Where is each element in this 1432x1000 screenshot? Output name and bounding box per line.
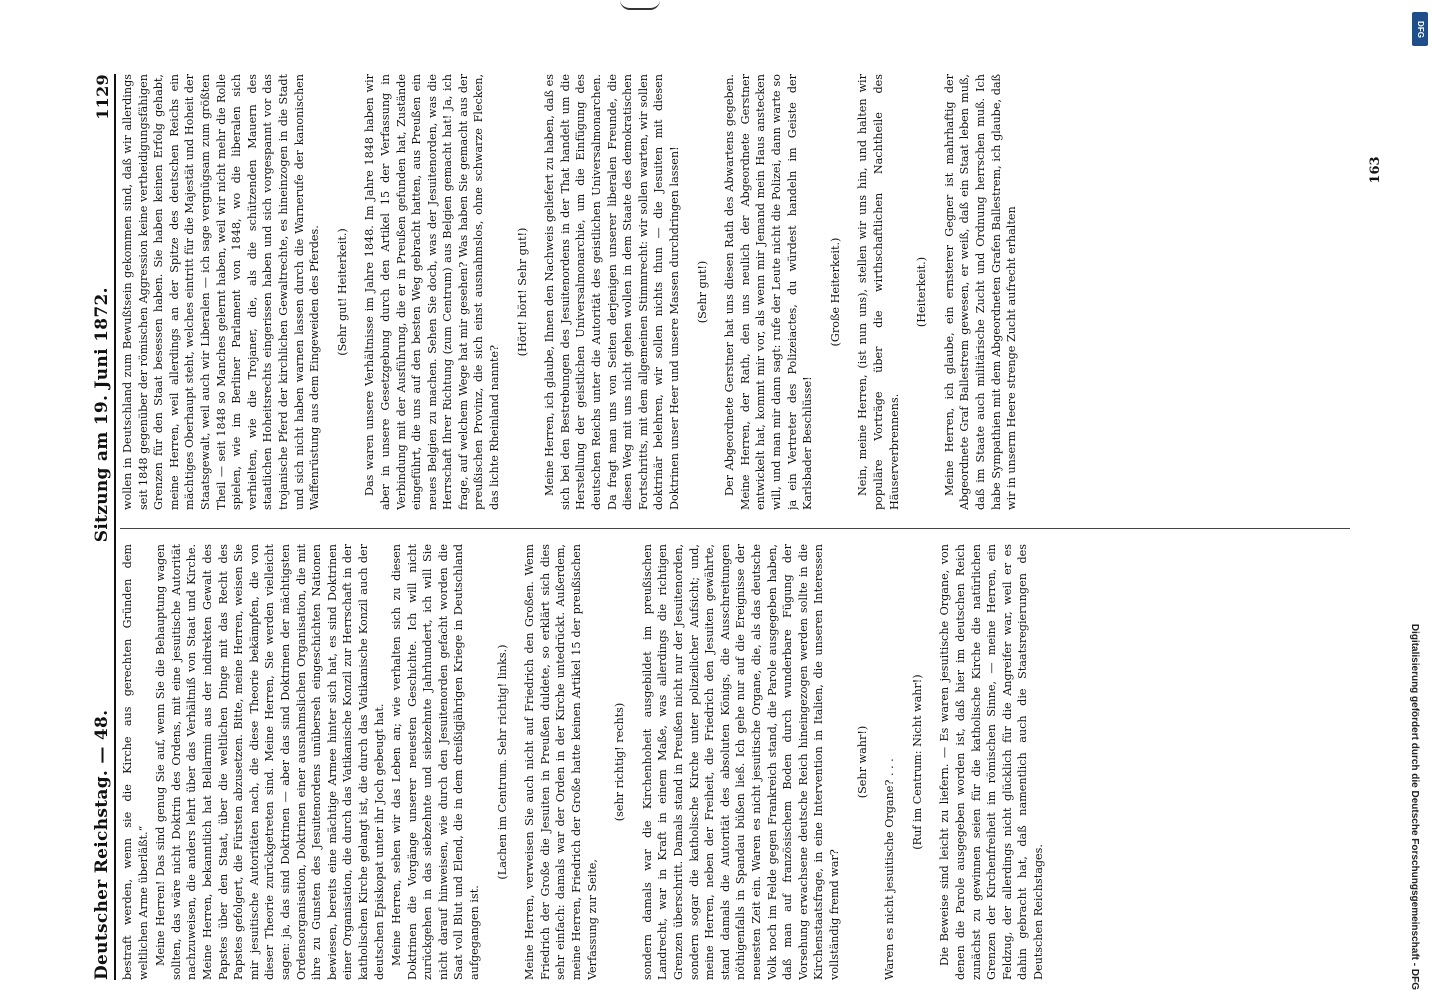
dfg-logo [1412, 12, 1428, 46]
page-header [88, 74, 112, 980]
paragraph: Meine Herren, ich glaube, ein ernsterer Gegner ist mahrhaftig der Abgeordnete Graf Ballestrem gewesen, er weiß, daß ein Staat leben muß, daß im Staate auch militärische Zucht und Ordnung herrschen muß. Ich habe Sympathien mit dem Abgeordneten Grafen Ballestrem, ich glaube, daß wir in unserm Heere strenge Zucht aufrecht erhalten [942, 74, 1019, 510]
paragraph: Meine Herren, ich glaube, Ihnen den Nachweis geliefert zu haben, daß es sich bei den Bestrebungen des Jesuitenordens in der That handelt um die Herstellung der geistlichen Universalmonarchie, um die Einfügung des deutschen Reichs unter die Autorität des geistlichen Universalmonarchen. Da fragt man uns von Seiten derjenigen unserer liberalen Freunde, die diesen Weg mit uns nicht gehen wollen in dem Staate des demokratischen Fortschritts, mit dem allgemeinen Stimmrecht: wir sollen warten, wir sollen doktrinär belehren, wir sollen nichts thun — die Jesuiten mit diesen Doktrinen unser Heer und unsere Massen durchdringen lassen! [543, 74, 681, 510]
paragraph: Der Abgeordnete Gerstner hat uns diesen Rath des Abwartens gegeben. Meine Herren, der Rath, den uns neulich der Abgeordnete Gerstner entwickelt hat, kommt mir vor, als wenn mir Jemand mein Haus anstecken will, und man mir dann sagt: rufe der Leute nicht die Polizei, dann warte so ja ein Vertreter des Polizeiactes, du würdest handeln im Geiste der Karlsbader Beschlüsse! [723, 74, 815, 510]
paragraph: Die Beweise sind leicht zu liefern. — Es waren jesuitische Organe, von denen die Parole ausgegeben worden ist, daß hier im deutschen Reich zunächst zu gewinnen seien für die katholische Kirche die natürlichen Grenzen der Kirchenfreiheit im römischen Sinne, — meine Herren, ein Feldzug, der allerdings nicht glücklich für die Angreifer war, weil er es dahin gebracht hat, daß namentlich auch die Staatsregierungen des Deutschen Reichstages. [938, 544, 1045, 980]
paragraph: Das waren unsere Verhältnisse im Jahre 1848. Im Jahre 1848 haben wir aber in unsere Gesetzgebung durch den Artikel 15 der Verfassung in Verbindung mit der Ausführung, die er in Preußen gefunden hat, Zustände eingeführt, die uns auf den besten Weg gebracht hatten, aus Preußen ein neues Belgien zu machen. Sehen Sie doch, was der Jesuitenorden, was die Herrschaft Ihrer Richtung (zum Centrum) aus Belgien gemacht hat! Ja, ich frage, auf welchem Wege hat mir gesehen? Was haben Sie gemacht aus der preußischen Provinz, die sich einst ausnahmslos, ohne schwarze Flecken, das lichte Rheinland nannte? [363, 74, 502, 510]
interjection: (Lachen im Centrum. Sehr richtig! links.) [495, 644, 509, 880]
column-divider [120, 528, 1350, 529]
paragraph: Waren es nicht jesuitische Organe? . . . [883, 758, 897, 980]
page-number: 1129 [93, 74, 112, 120]
signature-mark: 163 [1368, 156, 1383, 184]
paragraph: Meine Herren, verweisen Sie auch nicht auf Friedrich den Großen. Wenn Friedrich der Große die Jesuiten in Preußen duldete, so erklärt sich dies sehr einfach: damals war der Orden in der Kirche untedrückt. Außerdem, meine Herren, Friedrich der Große hatte keinen Artikel 15 der preußischen Verfassung zur Seite, [523, 544, 599, 980]
right-column [120, 74, 1350, 510]
header-title: Deutscher Reichstag. — 48. [92, 709, 112, 980]
paragraph: Nein, meine Herren, (ist nun uns), stellen wir uns hin, und halten wir populäre Vorträge über die wirthschaftlichen Nachtheile des Häuserverbrennens. [856, 74, 901, 510]
paragraph: Meine Herren! Das sind genug Sie auf, wenn Sie die Behauptung wagen sollten, das wäre nicht Doktrin des Ordens, mit eine jesuitische Autorität nachzuweisen, die anders lehrt über das Verhältniß von Staat und Kirche. Meine Herren, bekanntlich hat Bellarmin aus der indirekten Gewalt des Papstes über den Staat, über die weltlichen Dinge mit das Recht des Papstes gefolgert, die Fürsten abzusetzen. Bitte, meine Herren, weisen Sie mir jesuitische Autoritäten nach, die diese Theorie bekämpfen, die von dieser Theorie zurückgetreten sind. Meine Herren, Sie werden vielleicht sagen: ja, das sind Doktrinen — aber das sind Doktrinen der mächtigsten Ordensorganisation, Doktrinen einer ausnahmslichen Organisation, die mit ihre zu Gunsten des Jesuitenordens unüberseh eingeschichten Nationen bewiesen, bereits eine mächtige Armee hinter sich hat, es sind Doktrinen einer Organisation, die durch das Vatikanische Konzil zur Herrschaft in der katholischen Kirche gelangt ist, die durch das Vatikanische Konzil auch der deutschen Episkopat unter ihr Joch gebeugt hat. [154, 544, 386, 980]
left-column [120, 544, 1350, 980]
interjection: (Sehr gut!) [695, 260, 709, 324]
interjection: (Heiterkeit.) [915, 256, 929, 328]
paragraph: Meine Herren, sehen wir das Leben an; wie verhalten sich zu diesen Doktrinen die Vorgänge unserer neuesten Geschichte. Ich will nicht zurückgehen in das siebzehnte und siebzehnte Jahrhundert, ich will Sie nicht darauf hinweisen, wie durch den Jesuitenorden gefacht worden die Saat voll Blut und Elend, die in dem dreißigjährigen Kriege in Deutschland aufgegangen ist. [390, 544, 482, 980]
scan-artifact [620, 0, 660, 10]
interjection: (Große Heiterkeit.) [828, 237, 842, 347]
dfg-logo-text: DFG [1415, 20, 1425, 38]
interjection: (Sehr wahr!) [855, 725, 869, 799]
paragraph: sondern damals war die Kirchenhoheit ausgebildet im preußischen Landrecht, war in Kraft in einem Maße, was allerdings die richtigen Grenzen überschritt. Damals stand in Preußen nicht nur der Jesuitenorden, sondern sogar die katholische Kirche unter polizeilicher Aufsicht; und, meine Herren, neben der Freiheit, die Friedrich den Jesuiten gewährte, stand damals die Autorität des absoluten Königs, die Ausschreitungen nöthigenfalls in Spandau büßen ließ. Ich gehe nur auf die Ereignisse der neuesten Zeit ein. Waren es nicht jesuitische Organe, die, als das deutsche Volk noch im Felde gegen Frankreich stand, die Parole ausgegeben haben, daß man auf französischem Boden durch wunderbare Fügung der Vorsehung erwachsene deutsche Reich hineingezogen werden sollte in die Kirchenstaatsfrage, in eine Intervention in Italien, die unseren Interessen vollständig fremd war? [640, 544, 841, 980]
interjection: (sehr richtig! rechts) [613, 702, 627, 822]
interjection: (Sehr gut! Heiterkeit.) [335, 228, 349, 356]
paragraph: wollen in Deutschland zum Bewußtsein gekommen sind, daß wir allerdings seit 1848 gegenüber der römischen Aggression keine vertheidigungsfähigen Grenzen für den Staat besessen haben. Sie haben keinen Erfolg gehabt, meine Herren, weil allerdings an der Spitze des deutschen Reichs ein mächtiges Oberhaupt steht, welches eintritt für die Majestät und Hoheit der Staatsgewalt, weil auch wir Liberalen — ich sage vergnügsam zum größten Theil — seit 1848 so Manches gelernt haben, weil wir nicht mehr die Rolle spielen, wie im Berliner Parlament von 1848, wo die liberalen sich verhielten, wie die Trojaner, die, als die schützenden Mauern des staatlichen Hoheitsrechts eingerissen haben und sich vorgespannt vor das trojanische Pferd der kirchlichen Gewaltrechte, es hineinzogen in die Stadt und sich nicht haben warnen lassen durch die Warnerufe der kanonischen Waffenrüstung aus dem Eingeweiden des Pferdes. [121, 74, 322, 510]
header-rule [114, 74, 116, 980]
header-session: Sitzung am 19. Juni 1872. [92, 287, 112, 543]
digitization-note [1404, 10, 1424, 990]
digitization-text: Digitalisierung gefördert durch die Deutsche Forschungsgemeinschaft - DFG [1409, 623, 1420, 990]
interjection: (Hört! hört! Sehr gut!) [515, 227, 529, 357]
interjection: (Ruf im Centrum: Nicht wahr!) [910, 674, 924, 850]
paragraph: bestraft werden, wenn sie die Kirche aus gerechten Gründen dem weltlichen Arme überläßt.“ [121, 544, 150, 980]
